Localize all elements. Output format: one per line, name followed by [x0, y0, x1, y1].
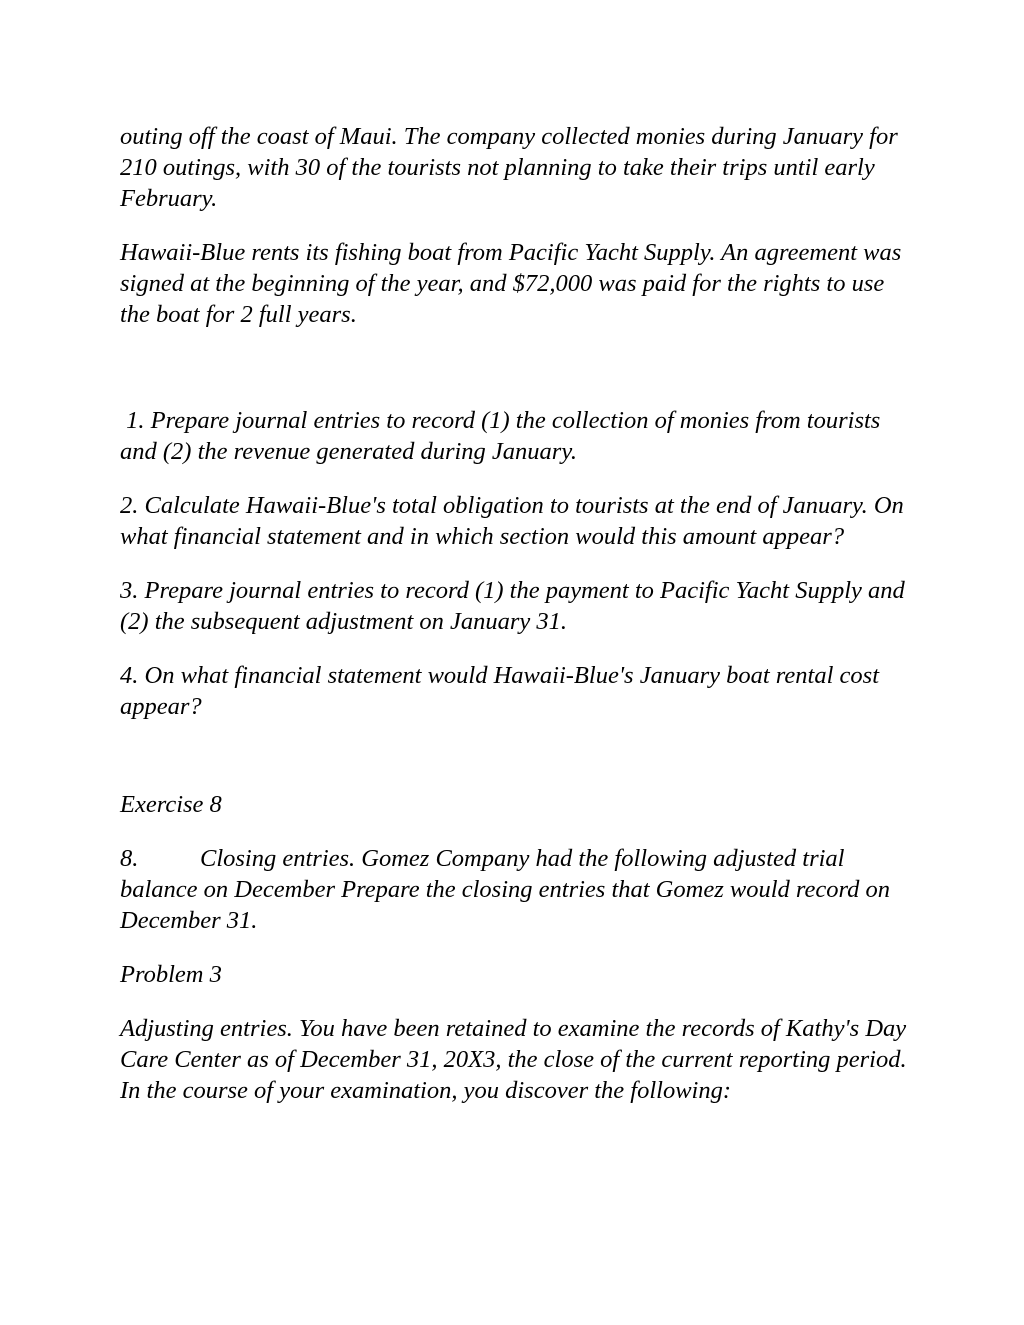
exercise-text: Closing entries. Gomez Company had the following adjusted trial balance on December Prepare the closing entries that Gomez would record on December 31. — [120, 845, 891, 934]
spacer — [120, 353, 910, 405]
exercise-number: 8. — [120, 845, 139, 872]
paragraph-maui-outings: outing off the coast of Maui. The company collected monies during January for 210 outings, with 30 of the tourists not planning to take their trips until early February. — [120, 123, 898, 212]
exercise-heading: Exercise 8 — [120, 791, 222, 818]
spacer — [120, 745, 910, 789]
question-3: 3. Prepare journal entries to record (1) the payment to Pacific Yacht Supply and (2) the subsequent adjustment on January 31. — [120, 577, 905, 635]
problem-heading: Problem 3 — [120, 961, 222, 988]
question-1: 1. Prepare journal entries to record (1) the collection of monies from tourists and (2) the revenue generated during January. — [120, 407, 887, 465]
exercise-paragraph — [120, 843, 910, 936]
document-body — [120, 121, 910, 1129]
paragraph-boat-rental: Hawaii-Blue rents its fishing boat from Pacific Yacht Supply. An agreement was signed at the beginning of the year, and $72,000 was paid for the rights to use the boat for 2 full years. — [120, 239, 902, 328]
question-4: 4. On what financial statement would Hawaii-Blue's January boat rental cost appear? — [120, 662, 880, 720]
problem-paragraph: Adjusting entries. You have been retained to examine the records of Kathy's Day Care Center as of December 31, 20X3, the close of the current reporting period. In the course of your examination, you discover the following: — [120, 1015, 907, 1104]
question-2: 2. Calculate Hawaii-Blue's total obligation to tourists at the end of January. On what financial statement and in which section would this amount appear? — [120, 492, 904, 550]
